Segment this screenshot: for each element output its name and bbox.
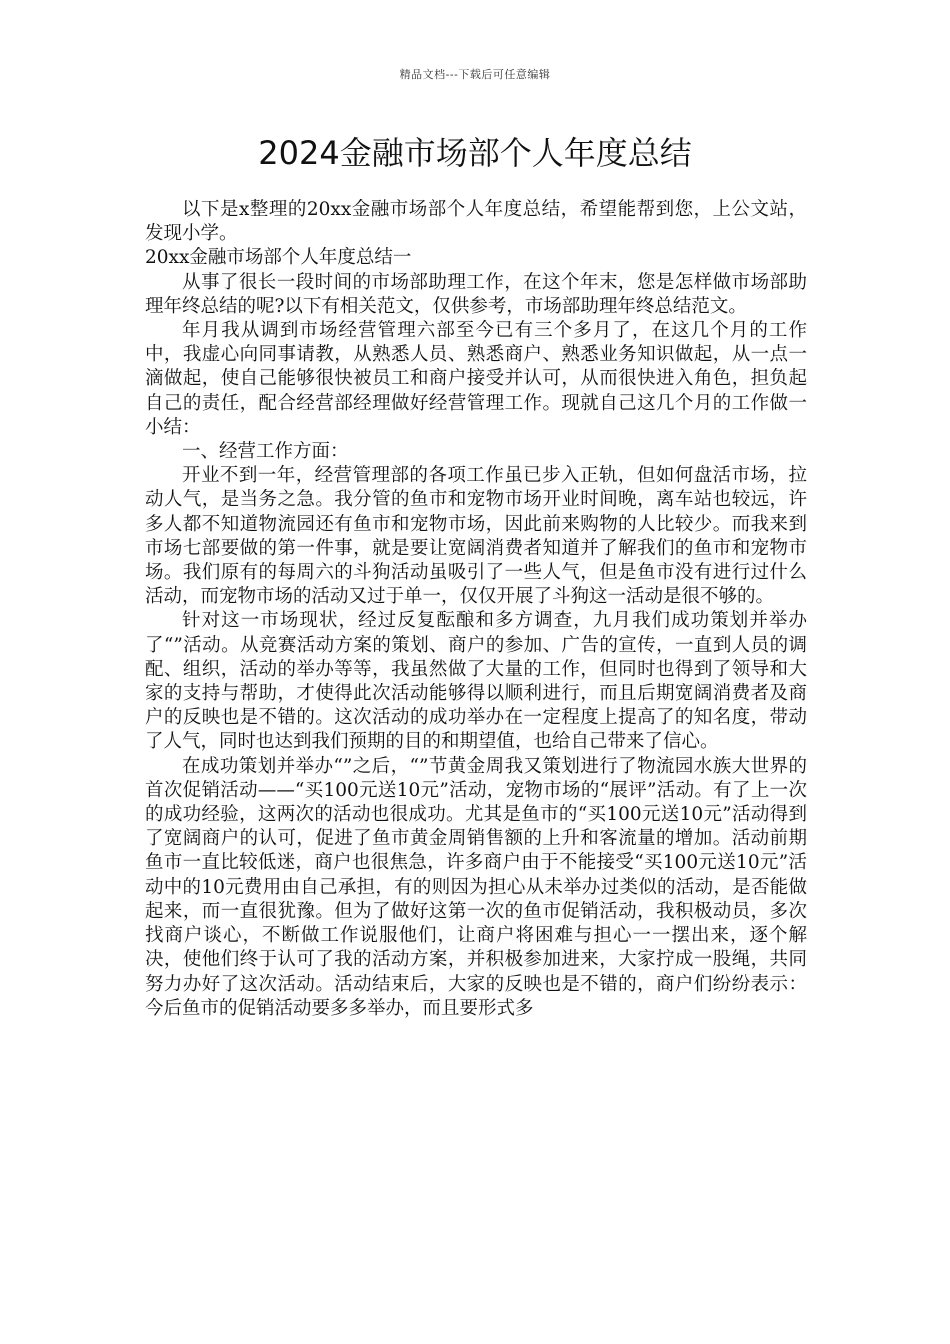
paragraph: 开业不到一年，经营管理部的各项工作虽已步入正轨，但如何盘活市场，拉动人气，是当务之急。我分管的鱼市和宠物市场开业时间晚，离车站也较远，许多人都不知道物流园还有鱼市和宠物市场，因此前来购物的人比较少。而我来到市场七部要做的第一件事，就是要让宽阔消费者知道并了解我们的鱼市和宠物市场。我们原有的每周六的斗狗活动虽吸引了一些人气，但是鱼市没有进行过什么活动，而宠物市场的活动又过于单一，仅仅开展了斗狗这一活动是很不够的。 [145, 465, 807, 608]
paragraph: 从事了很长一段时间的市场部助理工作，在这个年末，您是怎样做市场部助理年终总结的呢?以下有相关范文，仅供参考，市场部助理年终总结范文。 [145, 271, 807, 317]
paragraph: 针对这一市场现状，经过反复酝酿和多方调查，九月我们成功策划并举办了“”活动。从竞赛活动方案的策划、商户的参加、广告的宣传，一直到人员的调配、组织，活动的举办等等，我虽然做了大量的工作，但同时也得到了领导和大家的支持与帮助，才使得此次活动能够得以顺利进行，而且后期宽阔消费者及商户的反映也是不错的。这次活动的成功举办在一定程度上提高了的知名度，带动了人气，同时也达到我们预期的目的和期望值，也给自己带来了信心。 [145, 610, 807, 753]
document-body [145, 198, 807, 1021]
subheading: 一、经营工作方面： [182, 441, 349, 463]
page-header: 精品文档---下载后可任意编辑 [399, 68, 551, 81]
paragraph: 在成功策划并举办“”之后，“”节黄金周我又策划进行了物流园水族大世界的首次促销活动——“买100元送10元”活动，宠物市场的“展评”活动。有了上一次的成功经验，这两次的活动也很成功。尤其是鱼市的“买100元送10元”活动得到了宽阔商户的认可，促进了鱼市黄金周销售额的上升和客流量的增加。活动前期鱼市一直比较低迷，商户也很焦急，许多商户由于不能接受“买100元送10元”活动中的10元费用由自己承担，有的则因为担心从未举办过类似的活动，是否能做起来，而一直很犹豫。但为了做好这第一次的鱼市促销活动，我积极动员，多次找商户谈心，不断做工作说服他们，让商户将困难与担心一一摆出来，逐个解决，使他们终于认可了我的活动方案，并积极参加进来，大家拧成一股绳，共同努力办好了这次活动。活动结束后，大家的反映也是不错的，商户们纷纷表示：今后鱼市的促销活动要多多举办，而且要形式多 [145, 755, 807, 1019]
paragraph: 以下是x整理的20xx金融市场部个人年度总结，希望能帮到您，上公文站，发现小学。 [145, 199, 807, 245]
section-heading: 20xx金融市场部个人年度总结一 [145, 247, 412, 269]
paragraph: 年月我从调到市场经营管理六部至今已有三个多月了，在这几个月的工作中，我虚心向同事请教，从熟悉人员、熟悉商户、熟悉业务知识做起，从一点一滴做起，使自己能够很快被员工和商户接受并认可，从而很快进入角色，担负起自己的责任，配合经营部经理做好经营管理工作。现就自己这几个月的工作做一小结： [145, 320, 807, 438]
document-title: 2024金融市场部个人年度总结 [258, 134, 692, 172]
